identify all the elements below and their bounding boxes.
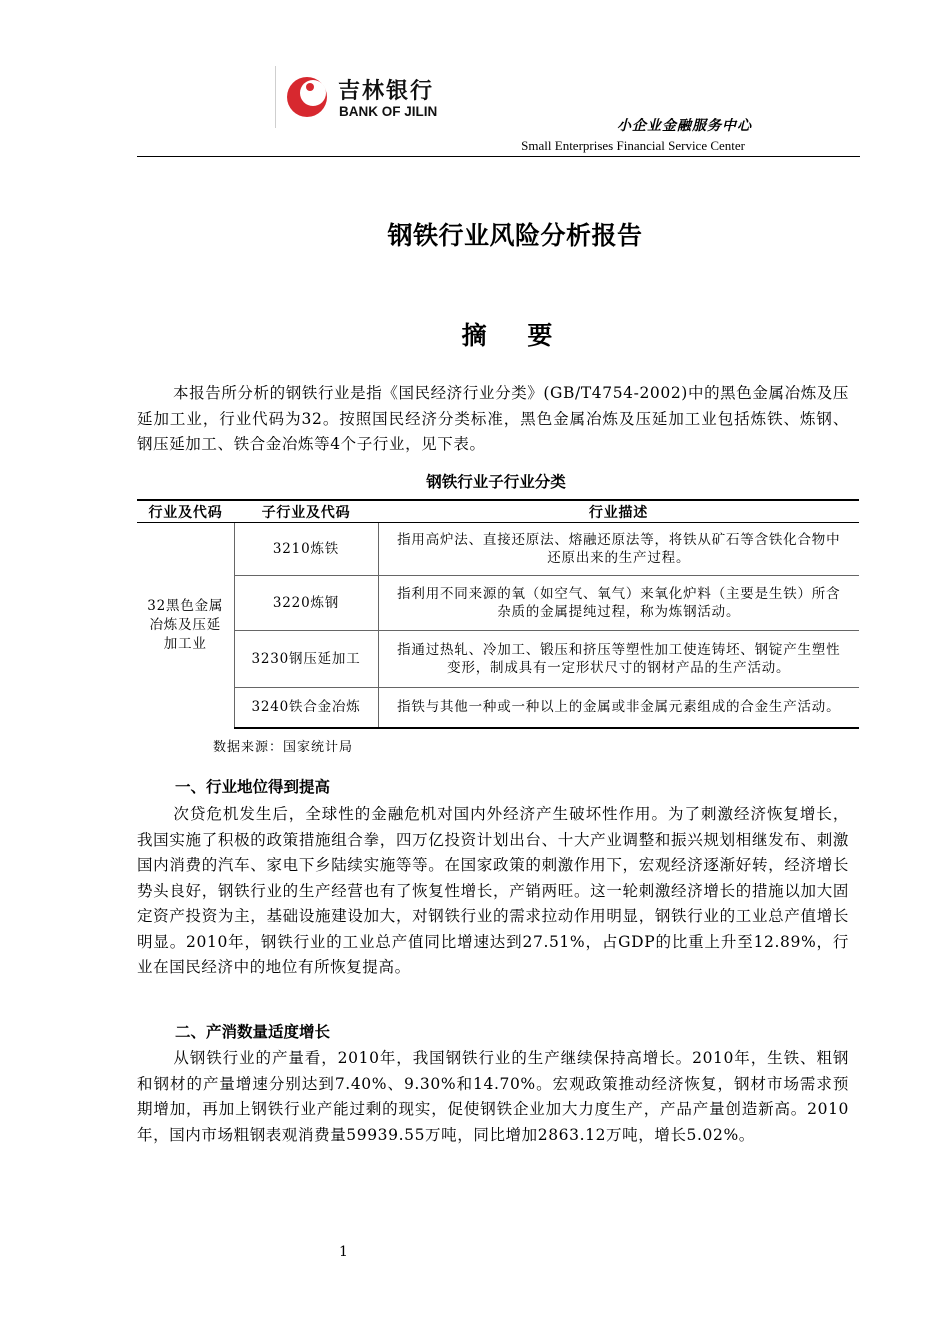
section-body (137, 1046, 849, 1148)
intro-paragraph (137, 381, 849, 458)
subindustry-cell: 3230钢压延加工 (234, 631, 378, 688)
description-cell: 指用高炉法、直接还原法、熔融还原法等，将铁从矿石等含铁化合物中还原出来的生产过程。 (378, 523, 859, 576)
subindustry-cell: 3240铁合金冶炼 (234, 688, 378, 728)
section-heading: 一、行业地位得到提高 (175, 778, 331, 796)
description-cell: 指通过热轧、冷加工、锻压和挤压等塑性加工使连铸坯、钢锭产生塑性变形，制成具有一定形状尺寸的钢材产品的生产活动。 (378, 631, 859, 688)
header-subindustry: 子行业及代码 (234, 500, 378, 523)
table-header-row (137, 500, 859, 523)
bank-name-cn: 吉林银行 (338, 79, 435, 104)
abstract-heading: 摘 要 (461, 321, 569, 350)
table-row (137, 576, 859, 631)
section-body (137, 802, 849, 981)
bank-logo-mark-icon (286, 76, 328, 118)
header-description: 行业描述 (378, 500, 859, 523)
section-body-text: 次贷危机发生后，全球性的金融危机对国内外经济产生破坏性作用。为了刺激经济恢复增长，我国实施了积极的政策措施组合拳，四万亿投资计划出台、十大产业调整和振兴规划相继发布、刺激国内消费的汽车、家电下乡陆续实施等等。在国家政策的刺激作用下，宏观经济逐渐好转，经济增长势头良好，钢铁行业的生产经营也有了恢复性增长，产销两旺。这一轮刺激经济增长的措施以加大固定资产投资为主，基础设施建设加大，对钢铁行业的需求拉动作用明显，钢铁行业的工业总产值增长明显。2010年，钢铁行业的工业总产值同比增速达到27.51%，占GDP的比重上升至12.89%，行业在国民经济中的地位有所恢复提高。 (137, 805, 849, 976)
section-heading: 二、产消数量适度增长 (175, 1023, 331, 1041)
center-name-en: Small Enterprises Financial Service Center (521, 138, 745, 153)
industry-cell: 32黑色金属冶炼及压延加工业 (147, 597, 224, 652)
description-cell: 指利用不同来源的氧（如空气、氧气）来氧化炉料（主要是生铁）所含杂质的金属提纯过程，称为炼钢活动。 (378, 576, 859, 631)
center-name-cn: 小企业金融服务中心 (617, 118, 752, 134)
subindustry-cell: 3220炼钢 (234, 576, 378, 631)
section-body-text: 从钢铁行业的产量看，2010年，我国钢铁行业的生产继续保持高增长。2010年，生铁、粗钢和钢材的产量增速分别达到7.40%、9.30%和14.70%。宏观政策推动经济恢复，钢材市场需求预期增加，再加上钢铁行业产能过剩的现实，促使钢铁企业加大力度生产，产品产量创造新高。2010年，国内市场粗钢表观消费量59939.55万吨，同比增加2863.12万吨，增长5.02%。 (137, 1049, 849, 1144)
table-row (137, 688, 859, 728)
report-title: 钢铁行业风险分析报告 (387, 221, 643, 250)
header-industry: 行业及代码 (137, 500, 234, 523)
table-row (137, 631, 859, 688)
data-source-note: 数据来源：国家统计局 (213, 740, 354, 755)
intro-text: 本报告所分析的钢铁行业是指《国民经济行业分类》(GB/T4754-2002)中的黑色金属冶炼及压延加工业，行业代码为32。按照国民经济分类标准，黑色金属冶炼及压延加工业包括炼铁、炼钢、钢压延加工、铁合金冶炼等4个子行业，见下表。 (137, 384, 849, 453)
bank-name-en: BANK OF JILIN (339, 104, 438, 119)
table-row (137, 523, 859, 576)
page-number: 1 (339, 1244, 348, 1260)
subindustry-cell: 3210炼铁 (234, 523, 378, 576)
description-cell: 指铁与其他一种或一种以上的金属或非金属元素组成的合金生产活动。 (378, 688, 859, 728)
header-divider (137, 156, 860, 157)
industry-classification-table (137, 499, 859, 729)
bank-logo (275, 66, 476, 128)
table-title: 钢铁行业子行业分类 (426, 473, 566, 491)
